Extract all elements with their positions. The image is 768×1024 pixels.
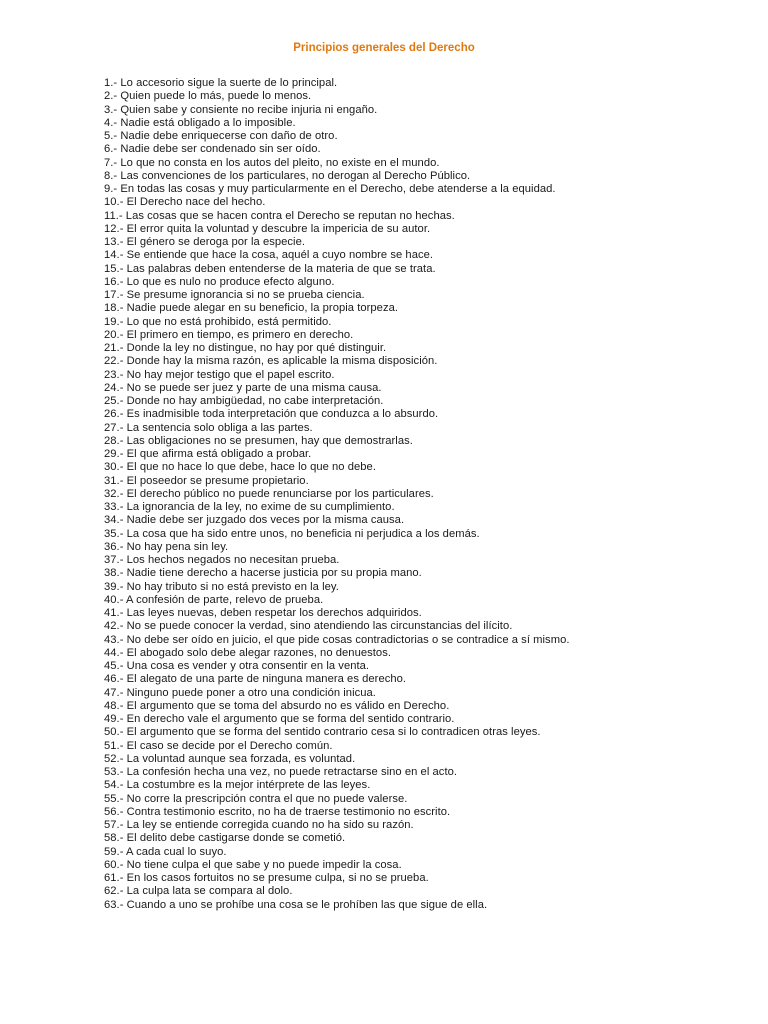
principle-item: 17.- Se presume ignorancia si no se prueba ciencia. bbox=[104, 289, 365, 301]
principle-item: 27.- La sentencia solo obliga a las partes. bbox=[104, 421, 313, 434]
principle-item: 34.- Nadie debe ser juzgado dos veces por la misma causa. bbox=[104, 514, 405, 527]
principle-item: 57.- La ley se entiende corregida cuando no ha sido su razón. bbox=[104, 819, 414, 831]
principle-item: 48.- El argumento que se toma del absurdo no es válido en Derecho. bbox=[104, 699, 450, 712]
principle-item: 49.- En derecho vale el argumento que se forma del sentido contrario. bbox=[104, 713, 455, 725]
principle-item: 30.- El que no hace lo que debe, hace lo que no debe. bbox=[104, 461, 376, 474]
principle-item: 58.- El delito debe castigarse donde se cometió. bbox=[104, 832, 346, 845]
principle-item: 32.- El derecho público no puede renunciarse por los particulares. bbox=[104, 487, 434, 500]
principle-item: 59.- A cada cual lo suyo. bbox=[104, 845, 227, 858]
principle-item: 31.- El poseedor se presume propietario. bbox=[104, 474, 309, 487]
principle-item: 50.- El argumento que se forma del sentido contrario cesa si lo contradicen otras leyes. bbox=[104, 726, 541, 739]
principle-item: 47.- Ninguno puede poner a otro una condición inicua. bbox=[104, 686, 376, 699]
principle-item: 14.- Se entiende que hace la cosa, aquél a cuyo nombre se hace. bbox=[104, 249, 434, 262]
principle-item: 5.- Nadie debe enriquecerse con daño de otro. bbox=[104, 130, 338, 142]
principle-item: 24.- No se puede ser juez y parte de una misma causa. bbox=[104, 381, 382, 394]
principle-item: 51.- El caso se decide por el Derecho común. bbox=[104, 739, 333, 752]
principle-item: 11.- Las cosas que se hacen contra el Derecho se reputan no hechas. bbox=[104, 209, 455, 222]
principle-item: 40.- A confesión de parte, relevo de prueba. bbox=[104, 593, 324, 606]
principle-item: 55.- No corre la prescripción contra el que no puede valerse. bbox=[104, 792, 408, 805]
principle-item: 60.- No tiene culpa el que sabe y no puede impedir la cosa. bbox=[104, 858, 402, 871]
principle-item: 16.- Lo que es nulo no produce efecto alguno. bbox=[104, 275, 335, 288]
principle-item: 21.- Donde la ley no distingue, no hay por qué distinguir. bbox=[104, 342, 387, 354]
principle-item: 9.- En todas las cosas y muy particularmente en el Derecho, debe atenderse a la equidad. bbox=[104, 183, 556, 195]
principle-item: 13.- El género se deroga por la especie. bbox=[104, 236, 306, 248]
principle-item: 52.- La voluntad aunque sea forzada, es voluntad. bbox=[104, 752, 356, 765]
principle-item: 28.- Las obligaciones no se presumen, hay que demostrarlas. bbox=[104, 434, 413, 447]
principle-item: 25.- Donde no hay ambigüedad, no cabe interpretación. bbox=[104, 395, 384, 407]
principle-item: 8.- Las convenciones de los particulares, no derogan al Derecho Público. bbox=[104, 169, 471, 182]
principle-item: 45.- Una cosa es vender y otra consentir en la venta. bbox=[104, 660, 370, 672]
principle-item: 39.- No hay tributo si no está previsto en la ley. bbox=[104, 580, 339, 593]
principle-item: 2.- Quien puede lo más, puede lo menos. bbox=[104, 90, 312, 103]
principle-item: 3.- Quien sabe y consiente no recibe injuria ni engaño. bbox=[104, 103, 378, 116]
principle-item: 4.- Nadie está obligado a lo imposible. bbox=[104, 116, 296, 129]
principle-item: 29.- El que afirma está obligado a probar. bbox=[104, 448, 312, 460]
principle-item: 54.- La costumbre es la mejor intérprete de las leyes. bbox=[104, 779, 371, 792]
principle-item: 61.- En los casos fortuitos no se presume culpa, si no se prueba. bbox=[104, 872, 429, 884]
principle-item: 1.- Lo accesorio sigue la suerte de lo principal. bbox=[104, 77, 338, 89]
principle-item: 19.- Lo que no está prohibido, está permitido. bbox=[104, 315, 332, 328]
principle-item: 62.- La culpa lata se compara al dolo. bbox=[104, 885, 293, 898]
principle-item: 18.- Nadie puede alegar en su beneficio, la propia torpeza. bbox=[104, 302, 399, 315]
principle-item: 38.- Nadie tiene derecho a hacerse justicia por su propia mano. bbox=[104, 567, 422, 580]
principle-item: 33.- La ignorancia de la ley, no exime de su cumplimiento. bbox=[104, 501, 395, 513]
principle-item: 37.- Los hechos negados no necesitan prueba. bbox=[104, 554, 340, 566]
principle-item: 22.- Donde hay la misma razón, es aplicable la misma disposición. bbox=[104, 355, 438, 368]
principle-item: 12.- El error quita la voluntad y descubre la impericia de su autor. bbox=[104, 222, 431, 235]
principle-item: 46.- El alegato de una parte de ninguna manera es derecho. bbox=[104, 673, 407, 686]
principle-item: 10.- El Derecho nace del hecho. bbox=[104, 196, 266, 209]
principle-item: 36.- No hay pena sin ley. bbox=[104, 540, 229, 553]
page-title: Principios generales del Derecho bbox=[293, 42, 475, 54]
principle-item: 20.- El primero en tiempo, es primero en derecho. bbox=[104, 328, 354, 341]
principle-item: 63.- Cuando a uno se prohíbe una cosa se le prohíben las que sigue de ella. bbox=[104, 898, 488, 911]
principle-item: 53.- La confesión hecha una vez, no puede retractarse sino en el acto. bbox=[104, 766, 458, 778]
principle-item: 41.- Las leyes nuevas, deben respetar los derechos adquiridos. bbox=[104, 607, 422, 619]
principle-item: 6.- Nadie debe ser condenado sin ser oído. bbox=[104, 143, 321, 156]
principle-item: 43.- No debe ser oído en juicio, el que pide cosas contradictorias o se contradice a sí mismo. bbox=[104, 633, 570, 646]
principle-item: 15.- Las palabras deben entenderse de la materia de que se trata. bbox=[104, 262, 436, 275]
principle-item: 35.- La cosa que ha sido entre unos, no beneficia ni perjudica a los demás. bbox=[104, 527, 480, 540]
principle-item: 23.- No hay mejor testigo que el papel escrito. bbox=[104, 368, 335, 381]
principle-item: 7.- Lo que no consta en los autos del pleito, no existe en el mundo. bbox=[104, 156, 440, 169]
principle-item: 42.- No se puede conocer la verdad, sino atendiendo las circunstancias del ilícito. bbox=[104, 620, 513, 633]
principle-item: 44.- El abogado solo debe alegar razones, no denuestos. bbox=[104, 646, 391, 659]
principle-item: 26.- Es inadmisible toda interpretación que conduzca a lo absurdo. bbox=[104, 408, 439, 421]
principle-item: 56.- Contra testimonio escrito, no ha de traerse testimonio no escrito. bbox=[104, 805, 451, 818]
principles-list bbox=[104, 77, 744, 912]
